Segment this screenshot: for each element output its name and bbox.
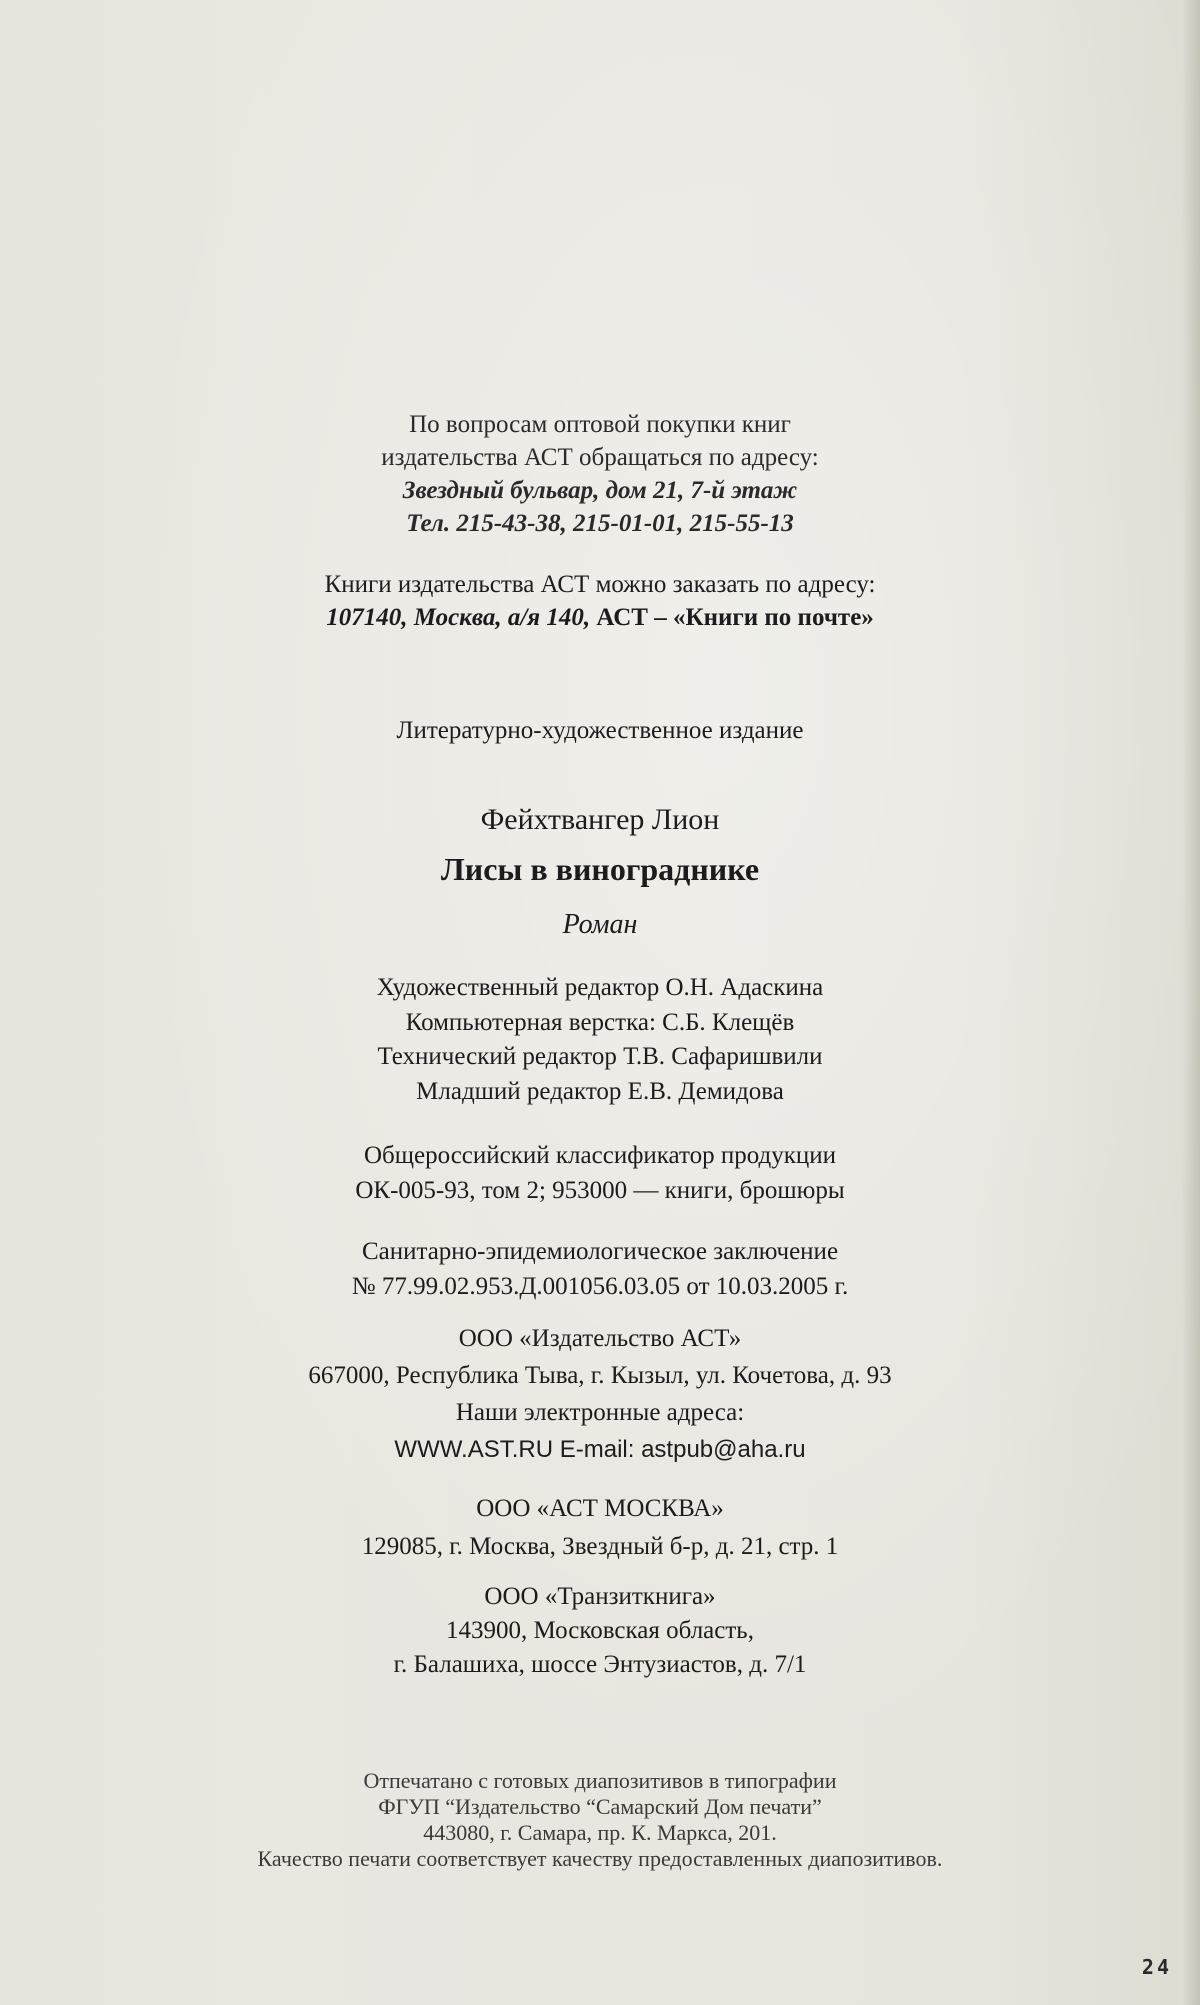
- order-address-line: [0, 601, 1200, 634]
- tranzit-address-2: г. Балашиха, шоссе Энтузиастов, д. 7/1: [393, 1651, 807, 1678]
- page-number: 24: [1141, 1955, 1172, 1979]
- tranzit-name: ООО «Транзиткнига»: [484, 1583, 716, 1610]
- wholesale-line-1: По вопросам оптовой покупки книг: [409, 411, 791, 438]
- classifier-info: [0, 1138, 1200, 1208]
- tranzit-info: [0, 1580, 1200, 1682]
- wholesale-phones: Тел. 215-43-38, 215-01-01, 215-55-13: [406, 510, 794, 537]
- classifier-line-1: Общероссийский классификатор продукции: [363, 1142, 837, 1169]
- sanitary-line-2: № 77.99.02.953.Д.001056.03.05 от 10.03.2005 г.: [351, 1273, 849, 1300]
- ast-publisher-info: [0, 1320, 1200, 1468]
- form-text: Роман: [562, 909, 638, 940]
- credit-line: Компьютерная верстка: С.Б. Клещёв: [405, 1008, 795, 1036]
- ast-email-label: Наши электронные адреса:: [455, 1399, 745, 1426]
- sanitary-line-1: Санитарно-эпидемиологическое заключение: [361, 1238, 839, 1265]
- title-text: Лисы в винограднике: [440, 851, 760, 887]
- classifier-line-2: ОК-005-93, том 2; 953000 — книги, брошюры: [355, 1177, 845, 1204]
- credit-line: Технический редактор Т.В. Сафаришвили: [377, 1043, 823, 1070]
- genre-text: Литературно-художественное издание: [396, 717, 804, 744]
- wholesale-address: Звездный бульвар, дом 21, 7-й этаж: [402, 477, 798, 504]
- wholesale-line-2: издательства АСТ обращаться по адресу:: [381, 444, 819, 471]
- printed-line-2: ФГУП “Издательство “Самарский Дом печати”: [378, 1794, 822, 1819]
- ast-address: 667000, Республика Тыва, г. Кызыл, ул. Кочетова, д. 93: [308, 1362, 892, 1389]
- author-name: Фейхтвангер Лион: [480, 803, 720, 836]
- order-address-italic: 107140, Москва, а/я 140,: [326, 604, 591, 631]
- credits-list: [0, 971, 1200, 1109]
- printed-line-3: 443080, г. Самара, пр. К. Маркса, 201.: [423, 1820, 777, 1845]
- printed-line-1: Отпечатано с готовых диапозитивов в типографии: [363, 1768, 837, 1793]
- printed-line-4: Качество печати соответствует качеству предоставленных диапозитивов.: [257, 1846, 943, 1871]
- ast-moscow-address: 129085, г. Москва, Звездный б-р, д. 21, стр. 1: [361, 1533, 839, 1560]
- ast-name: ООО «Издательство АСТ»: [458, 1325, 742, 1352]
- book-form: [0, 906, 1200, 944]
- tranzit-address-1: 143900, Московская область,: [446, 1617, 754, 1644]
- order-address-bold: АСТ – «Книги по почте»: [596, 604, 874, 631]
- printing-info: [0, 1768, 1200, 1872]
- book-title: [0, 848, 1200, 890]
- order-info: [0, 568, 1200, 634]
- order-line-1: Книги издательства АСТ можно заказать по адресу:: [324, 571, 876, 598]
- ast-web: WWW.AST.RU E-mail: astpub@aha.ru: [394, 1436, 806, 1463]
- credit-line: Художественный редактор О.Н. Адаскина: [376, 974, 824, 1001]
- credit-line: Младший редактор Е.В. Демидова: [416, 1077, 784, 1105]
- genre-label: [0, 714, 1200, 747]
- ast-moscow-name: ООО «АСТ МОСКВА»: [476, 1495, 724, 1522]
- sanitary-info: [0, 1234, 1200, 1304]
- book-author: [0, 800, 1200, 840]
- wholesale-info: [0, 408, 1200, 540]
- ast-moscow-info: [0, 1490, 1200, 1566]
